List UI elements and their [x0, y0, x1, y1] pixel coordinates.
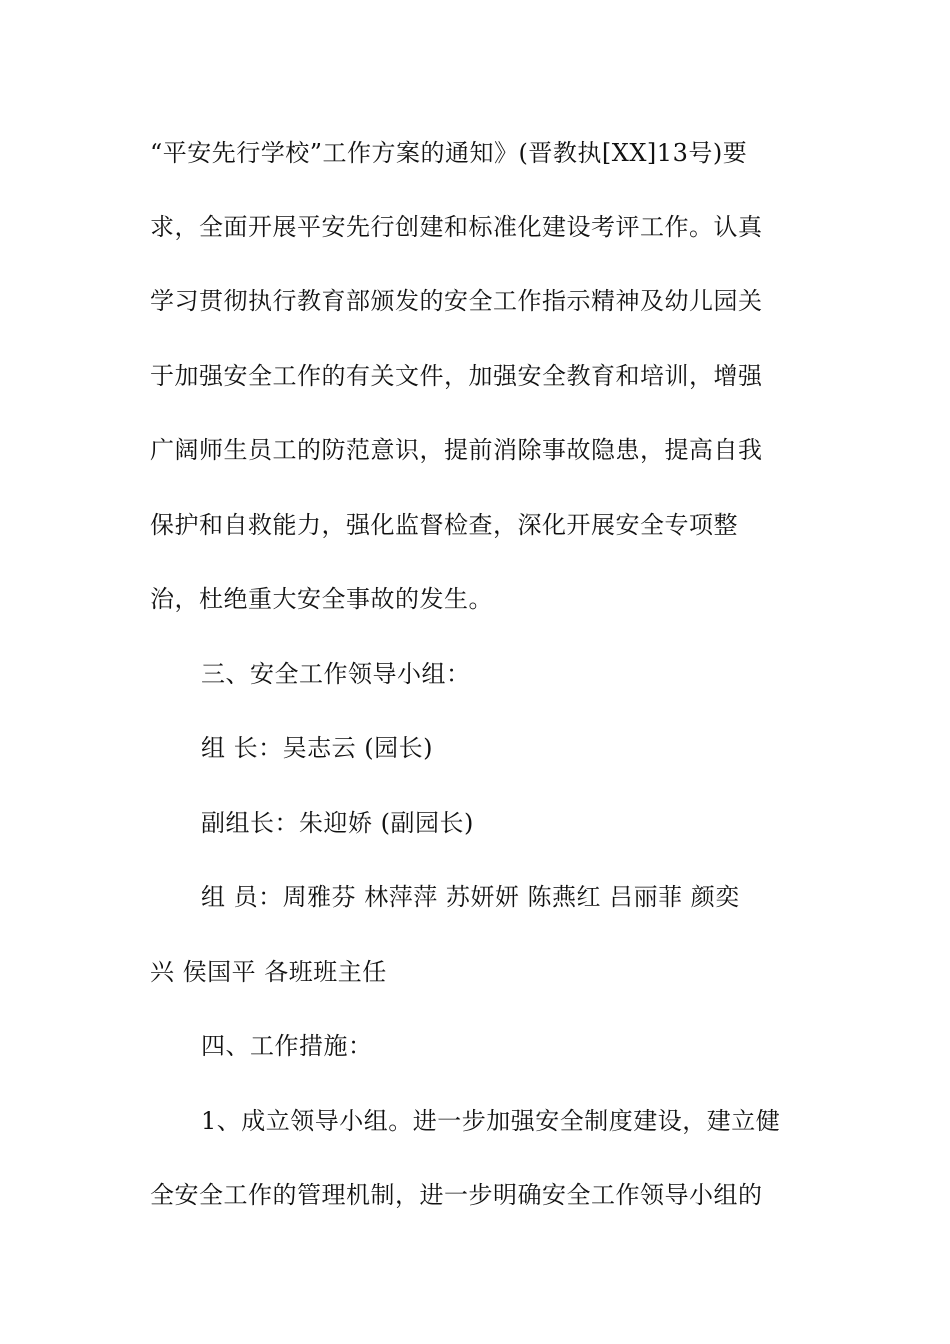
members-line-continued: 兴 侯国平 各班班主任 — [150, 958, 387, 986]
paragraph-line: 治，杜绝重大安全事故的发生。 — [150, 585, 493, 613]
members-line: 组 员：周雅芬 林萍萍 苏妍妍 陈燕红 吕丽菲 颜奕 — [201, 883, 740, 911]
paragraph-line: “平安先行学校”工作方案的通知》(晋教执[XX]13号)要 — [150, 139, 748, 167]
paragraph-line: 求，全面开展平安先行创建和标准化建设考评工作。认真 — [150, 213, 763, 241]
deputy-leader-line: 副组长：朱迎娇 (副园长) — [201, 809, 474, 837]
section-heading: 三、安全工作领导小组： — [201, 660, 471, 688]
paragraph-line: 广阔师生员工的防范意识，提前消除事故隐患，提高自我 — [150, 436, 763, 464]
section-heading: 四、工作措施： — [201, 1032, 373, 1060]
paragraph-line: 于加强安全工作的有关文件，加强安全教育和培训，增强 — [150, 362, 763, 390]
paragraph-line: 学习贯彻执行教育部颁发的安全工作指示精神及幼儿园关 — [150, 287, 763, 315]
paragraph-line: 1、成立领导小组。进一步加强安全制度建设，建立健 — [201, 1107, 781, 1135]
paragraph-line: 全安全工作的管理机制，进一步明确安全工作领导小组的 — [150, 1181, 763, 1209]
team-leader-line: 组 长：吴志云 (园长) — [201, 734, 433, 762]
paragraph-line: 保护和自救能力，强化监督检查，深化开展安全专项整 — [150, 511, 738, 539]
